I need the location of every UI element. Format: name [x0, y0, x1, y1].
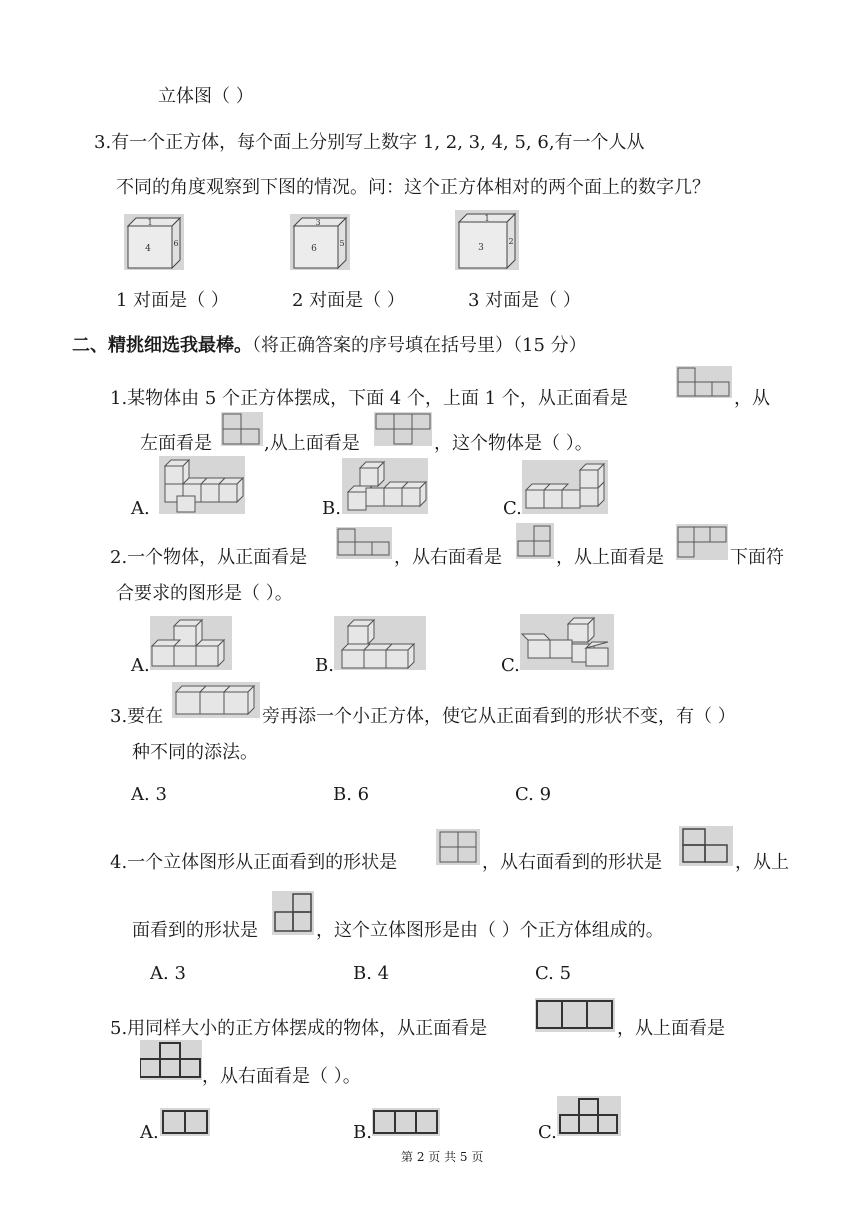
q1-option-a-label: A.: [131, 498, 150, 519]
q3-intro-line2: 不同的角度观察到下图的情况。问：这个正方体相对的两个面上的数字几？: [116, 177, 710, 198]
q5-front-view-image: [535, 998, 615, 1032]
q3-option-a: A. 3: [131, 784, 167, 805]
q1-part4: ,从上面看是: [264, 433, 360, 454]
q1-part1: 1.某物体由 5 个正方体摆成，下面 4 个，上面 1 个，从正面看是: [110, 388, 628, 409]
section2-heading: 二、精挑细选我最棒。: [72, 335, 252, 356]
q2-top-view-image: [676, 524, 728, 560]
cube-image-3: [455, 210, 519, 270]
q5-part2: ，从上面看是: [617, 1018, 725, 1039]
q4-part3: ，从上: [735, 852, 789, 873]
section2-heading-line: [72, 331, 587, 357]
cube3-top-number: 1: [484, 214, 490, 223]
q4-part2: ，从右面看到的形状是: [482, 852, 662, 873]
cube2-right-number: 5: [339, 239, 345, 248]
q3-option-b: B. 6: [333, 784, 370, 805]
q3-part2: 旁再添一个小正方体，使它从正面看到的形状不变，有（ ）: [262, 706, 736, 727]
q4-option-b: B. 4: [353, 963, 390, 984]
q1-part3: 左面看是: [140, 433, 212, 454]
top-line: 立体图（ ）: [158, 86, 254, 107]
q1-option-c-image: [522, 460, 608, 514]
cube2-front-number: 6: [311, 244, 317, 254]
q4-option-c: C. 5: [535, 963, 572, 984]
q1-option-c-label: C.: [503, 498, 522, 519]
q2-option-b-image: [334, 616, 426, 670]
q3-line2: 种不同的添法。: [132, 742, 258, 763]
q2-right-view-image: [516, 523, 554, 559]
q5-option-b-label: B.: [353, 1122, 372, 1143]
q2-part3: ，从上面看是: [556, 547, 664, 568]
q1-option-b-image: [342, 458, 428, 514]
answer-3: 3 对面是（ ）: [468, 290, 581, 311]
q5-option-a-image: [160, 1108, 210, 1136]
answer-2: 2 对面是（ ）: [292, 290, 405, 311]
q2-option-c-label: C.: [501, 655, 520, 676]
q2-option-a-image: [150, 616, 232, 670]
q2-front-view-image: [336, 527, 392, 559]
q5-part3: ，从右面看是（ ）。: [202, 1066, 361, 1087]
section2-note: （将正确答案的序号填在括号里）（15 分）: [252, 335, 587, 356]
q2-part1: 2.一个物体，从正面看是: [110, 547, 308, 568]
q1-option-b-label: B.: [322, 498, 341, 519]
q4-right-view-image: [679, 826, 733, 866]
cube3-right-number: 2: [508, 237, 514, 246]
cube1-right-number: 6: [173, 239, 179, 248]
cube1-top-number: 1: [147, 218, 153, 227]
q3-shape-image: [172, 682, 260, 718]
q1-option-a-image: [159, 456, 245, 514]
q5-option-b-image: [372, 1108, 440, 1136]
cube1-front-number: 4: [145, 244, 151, 254]
q1-top-view-image: [374, 412, 432, 446]
q1-part2: ，从: [734, 388, 770, 409]
q5-option-a-label: A.: [140, 1122, 159, 1143]
q3-intro-line1: 3.有一个正方体，每个面上分别写上数字 1, 2, 3, 4, 5, 6,有一个人从: [94, 132, 645, 153]
q5-top-view-image: [140, 1040, 202, 1080]
q2-option-a-label: A.: [131, 655, 150, 676]
q5-part1: 5.用同样大小的正方体摆成的物体，从正面看是: [110, 1018, 488, 1039]
q2-part2: ，从右面看是: [394, 547, 502, 568]
page-footer: 第 2 页 共 5 页: [401, 1150, 484, 1164]
q4-option-a: A. 3: [150, 963, 186, 984]
q1-left-view-image: [221, 412, 263, 446]
q1-front-view-image: [676, 366, 732, 398]
answer-1: 1 对面是（ ）: [116, 290, 229, 311]
q2-line2: 合要求的图形是（ ）。: [116, 583, 293, 604]
q5-option-c-label: C.: [538, 1122, 557, 1143]
cube3-front-number: 3: [478, 243, 484, 253]
q1-part5: ，这个物体是（ ）。: [434, 433, 593, 454]
q4-front-view-image: [436, 829, 480, 865]
q2-option-b-label: B.: [315, 655, 334, 676]
q3-option-c: C. 9: [515, 784, 552, 805]
q3-part1: 3.要在: [110, 706, 164, 727]
q4-part5: ，这个立体图形是由（ ）个正方体组成的。: [316, 920, 664, 941]
q5-option-c-image: [557, 1096, 621, 1136]
cube-image-1: [124, 214, 184, 270]
q2-part4: 下面符: [730, 547, 784, 568]
cube2-top-number: 3: [315, 218, 321, 227]
q4-top-view-image: [272, 891, 314, 935]
q4-part4: 面看到的形状是: [132, 920, 258, 941]
q2-option-c-image: [520, 614, 614, 670]
cube-image-2: [290, 214, 350, 270]
q4-part1: 4.一个立体图形从正面看到的形状是: [110, 852, 398, 873]
